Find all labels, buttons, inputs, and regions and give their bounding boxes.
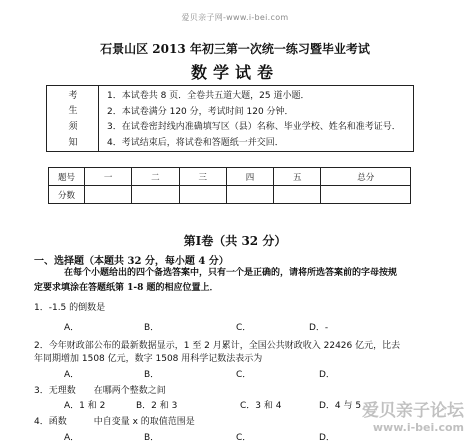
score-table-header-cell: 一: [85, 168, 132, 186]
score-table: [48, 167, 411, 204]
option: A．: [64, 433, 80, 441]
score-cell: [179, 186, 226, 204]
notice-label: [47, 86, 99, 151]
score-table-header-cell: 三: [179, 168, 226, 186]
option: B．: [144, 370, 160, 380]
question-stem-cont: 年同期增加 1508 亿元，数字 1508 用科学记数法表示为: [34, 354, 263, 364]
notice-label-char: 须: [68, 122, 78, 132]
notice-item: 3．在试卷密封线内准确填写区（县）名称、毕业学校、姓名和准考证号．: [107, 122, 401, 132]
instruction-line: 在每个小题给出的四个备选答案中，只有一个是正确的，请将所选答案前的字母按规: [64, 268, 398, 278]
option: B．: [144, 433, 160, 441]
option: D．: [319, 370, 335, 380]
option: C．: [236, 323, 252, 333]
option: C．: [236, 370, 252, 380]
option: B．: [144, 323, 160, 333]
score-table-row-label: 分数: [49, 186, 85, 204]
score-table-header-cell: 五: [274, 168, 321, 186]
score-cell: [226, 186, 273, 204]
option: D．: [319, 433, 335, 441]
question-stem: 4．函数 中自变量 x 的取值范围是: [34, 417, 195, 427]
score-table-header-cell: 四: [226, 168, 273, 186]
notice-items: [107, 89, 411, 151]
notice-item: 4．考试结束后，将试卷和答题纸一并交回．: [107, 137, 284, 148]
score-cell: [132, 186, 179, 204]
notice-label-char: 考: [68, 91, 78, 101]
option: A．: [64, 323, 80, 333]
option: A．1 和 2: [64, 401, 106, 411]
main-title: 数学试卷: [190, 63, 279, 82]
score-cell: [321, 186, 411, 204]
watermark-logo-url: www.i-bei.com: [372, 421, 464, 434]
question-stem: 1．-1.5 的倒数是: [34, 303, 106, 313]
option: D．-: [309, 323, 329, 333]
notice-label-char: 知: [68, 138, 78, 148]
instruction-line: 定要求填涂在答题纸第 1-8 题的相应位置上．: [34, 283, 219, 293]
question-stem: 3．无理数 在哪两个整数之间: [34, 386, 166, 396]
notice-item: 1．本试卷共 8 页．全卷共五道大题，25 道小题．: [107, 91, 310, 101]
score-table-header-cell: 题号: [49, 168, 85, 186]
notice-label-char: 生: [68, 106, 78, 116]
part-title: 第Ⅰ卷（共 32 分）: [183, 234, 287, 248]
score-table-score-row: [49, 186, 411, 204]
option: B．2 和 3: [136, 401, 178, 411]
score-table-header-cell: 总分: [321, 168, 411, 186]
option: C．3 和 4: [240, 401, 282, 411]
section-title: 一、选择题（本题共 32 分，每小题 4 分）: [34, 256, 229, 267]
watermark-logo-text: 爱贝亲子论坛: [362, 401, 464, 421]
option: A．: [64, 370, 80, 380]
option: C．: [236, 433, 252, 441]
exam-title-line: 石景山区 2013 年初三第一次统一练习暨毕业考试: [100, 42, 370, 56]
notice-box: [46, 85, 414, 152]
watermark-top: 爱贝亲子网-www.i-bei.com: [181, 13, 289, 22]
score-cell: [85, 186, 132, 204]
score-table-header-row: [49, 168, 411, 186]
section-instructions: [34, 266, 444, 296]
question-stem: 2．今年财政部公布的最新数据显示，1 至 2 月累计，全国公共财政收入 22426 亿元，比去: [34, 341, 401, 351]
option: D．4 与 5: [319, 401, 362, 411]
score-cell: [274, 186, 321, 204]
watermark-logo: [354, 396, 464, 436]
notice-item: 2．本试卷满分 120 分，考试时间 120 分钟．: [107, 106, 294, 117]
score-table-header-cell: 二: [132, 168, 179, 186]
